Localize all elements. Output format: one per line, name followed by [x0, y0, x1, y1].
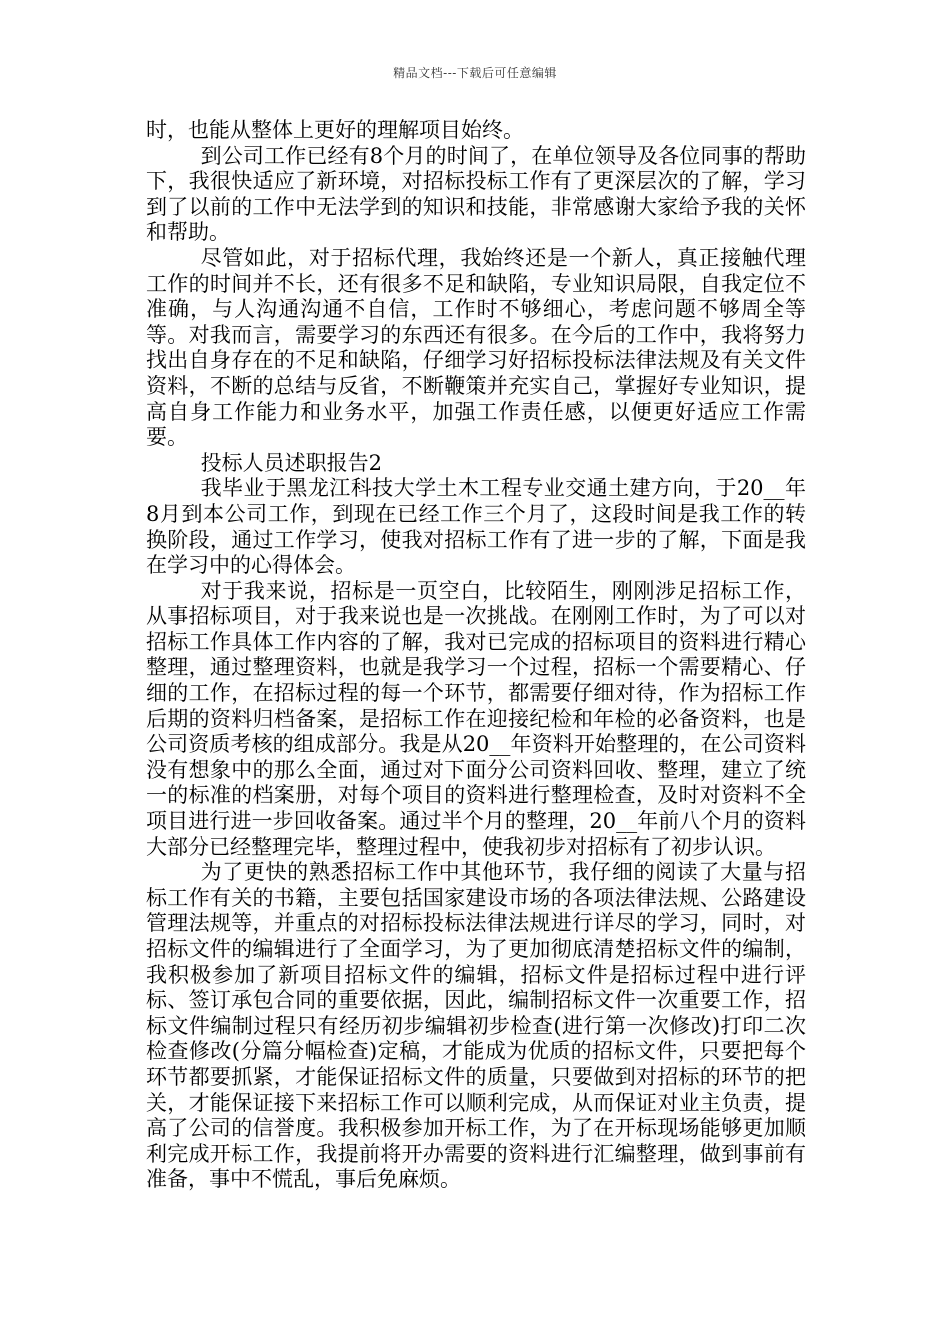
- paragraph: 我毕业于黑龙江科技大学土木工程专业交通土建方向，于20__年8月到本公司工作，到现在已经工作三个月了，这段时间是我工作的转换阶段，通过工作学习，使我对招标工作有了进一步的了解，下面是我在学习中的心得体会。: [146, 476, 806, 578]
- document-body: [146, 118, 806, 1193]
- paragraph: 对于我来说，招标是一页空白，比较陌生，刚刚涉足招标工作，从事招标项目，对于我来说也是一次挑战。在刚刚工作时，为了可以对招标工作具体工作内容的了解，我对已完成的招标项目的资料进行精心整理，通过整理资料，也就是我学习一个过程，招标一个需要精心、仔细的工作，在招标过程的每一个环节，都需要仔细对待，作为招标工作后期的资料归档备案，是招标工作在迎接纪检和年检的必备资料，也是公司资质考核的组成部分。我是从20__年资料开始整理的，在公司资料没有想象中的那么全面，通过对下面分公司资料回收、整理，建立了统一的标准的档案册，对每个项目的资料进行整理检查，及时对资料不全项目进行进一步回收备案。通过半个月的整理，20__年前八个月的资料大部分已经整理完毕，整理过程中，使我初步对招标有了初步认识。: [146, 578, 806, 859]
- paragraph: 到公司工作已经有8个月的时间了，在单位领导及各位同事的帮助下，我很快适应了新环境，对招标投标工作有了更深层次的了解，学习到了以前的工作中无法学到的知识和技能，非常感谢大家给予我的关怀和帮助。: [146, 143, 806, 245]
- page-header: 精品文档---下载后可任意编辑: [393, 66, 557, 80]
- section-heading: 投标人员述职报告2: [200, 450, 382, 475]
- paragraph-continuation: 时，也能从整体上更好的理解项目始终。: [146, 118, 524, 142]
- paragraph: 为了更快的熟悉招标工作中其他环节，我仔细的阅读了大量与招标工作有关的书籍，主要包括国家建设市场的各项法律法规、公路建设管理法规等，并重点的对招标投标法律法规进行详尽的学习，同时，对招标文件的编辑进行了全面学习，为了更加彻底清楚招标文件的编制，我积极参加了新项目招标文件的编辑，招标文件是招标过程中进行评标、签订承包合同的重要依据，因此，编制招标文件一次重要工作，招标文件编制过程只有经历初步编辑初步检查(进行第一次修改)打印二次检查修改(分篇分幅检查)定稿，才能成为优质的招标文件，只要把每个环节都要抓紧，才能保证招标文件的质量，只要做到对招标的环节的把关，才能保证接下来招标工作可以顺利完成，从而保证对业主负责，提高了公司的信誉度。我积极参加开标工作，为了在开标现场能够更加顺利完成开标工作，我提前将开办需要的资料进行汇编整理，做到事前有准备，事中不慌乱，事后免麻烦。: [146, 860, 806, 1192]
- paragraph: 尽管如此，对于招标代理，我始终还是一个新人，真正接触代理工作的时间并不长，还有很多不足和缺陷，专业知识局限，自我定位不准确，与人沟通沟通不自信，工作时不够细心，考虑问题不够周全等等。对我而言，需要学习的东西还有很多。在今后的工作中，我将努力找出自身存在的不足和缺陷，仔细学习好招标投标法律法规及有关文件资料，不断的总结与反省，不断鞭策并充实自己，掌握好专业知识，提高自身工作能力和业务水平，加强工作责任感，以便更好适应工作需要。: [146, 245, 806, 450]
